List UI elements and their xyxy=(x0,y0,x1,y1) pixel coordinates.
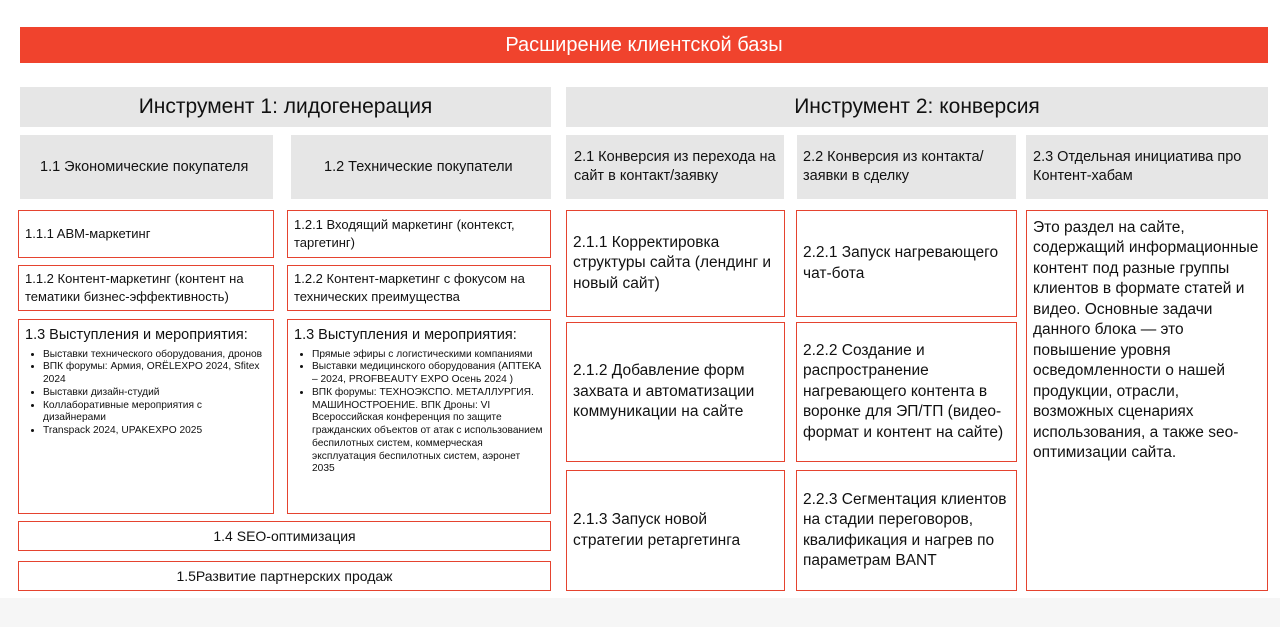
main-banner: Расширение клиентской базы xyxy=(20,27,1268,63)
tool2-category-2-1: 2.1 Конверсия из перехода на сайт в контакт/заявку xyxy=(566,135,784,199)
item-2-1-2: 2.1.2 Добавление форм захвата и автоматизации коммуникации на сайте xyxy=(566,322,785,462)
item-1-1-2: 1.1.2 Контент-маркетинг (контент на тематики бизнес-эффективность) xyxy=(18,265,274,311)
list-item: • Выставки дизайн-студий xyxy=(43,387,267,400)
tool2-title: Инструмент 2: конверсия xyxy=(566,87,1268,127)
list-item: • Выставки технического оборудования, дронов xyxy=(43,349,267,362)
tool1-category-economic: 1.1 Экономические покупателя xyxy=(20,135,273,199)
item-1-2-1: 1.2.1 Входящий маркетинг (контекст, таргетинг) xyxy=(287,210,551,258)
list-item: • Выставки медицинского оборудования (АПТЕКА – 2024, PROFBEAUTY EXPO Осень 2024 ) xyxy=(312,361,544,387)
events-economic-title: 1.3 Выступления и мероприятия: xyxy=(25,327,248,343)
item-1-1-1: 1.1.1 ABM-маркетинг xyxy=(18,210,274,258)
list-item: • ВПК форумы: ТЕХНОЭКСПО. МЕТАЛЛУРГИЯ. МАШИНОСТРОЕНИЕ. ВПК Дроны: VI Всероссийская конференция по защите гражданских объектов от атак с использованием беспилотных систем, коммерческая эксплуатация беспилотных систем, аэронет 2035 xyxy=(312,387,544,476)
events-economic xyxy=(18,319,274,514)
item-2-1-3: 2.1.3 Запуск новой стратегии ретаргетинга xyxy=(566,470,785,591)
item-1-5-partners: 1.5Развитие партнерских продаж xyxy=(18,561,551,591)
item-1-4-seo: 1.4 SEO-оптимизация xyxy=(18,521,551,551)
content-hub-description: Это раздел на сайте, содержащий информационные контент под разные группы клиентов в формате статей и видео. Основные задачи данного блока — это повышение уровня осведомленности о нашей продукции, отрасли, возможных сценариях использования, а также seo-оптимизации сайта. xyxy=(1026,210,1268,591)
tool2-category-2-3: 2.3 Отдельная инициатива про Контент-хабам xyxy=(1026,135,1268,199)
list-item: • Коллаборативные мероприятия с дизайнерами xyxy=(43,400,267,426)
item-2-2-1: 2.2.1 Запуск нагревающего чат-бота xyxy=(796,210,1017,317)
events-technical xyxy=(287,319,551,514)
item-2-1-1: 2.1.1 Корректировка структуры сайта (лендинг и новый сайт) xyxy=(566,210,785,317)
list-item: • ВПК форумы: Армия, ORЁLEXPO 2024, Sfitex 2024 xyxy=(43,361,267,387)
events-economic-list xyxy=(25,349,267,438)
tool1-title: Инструмент 1: лидогенерация xyxy=(20,87,551,127)
item-2-2-2: 2.2.2 Создание и распространение нагревающего контента в воронке для ЭП/ТП (видео-формат и контент на сайте) xyxy=(796,322,1017,462)
events-technical-list xyxy=(294,349,544,477)
list-item: • Прямые эфиры с логистическими компаниями xyxy=(312,349,544,362)
bottom-strip xyxy=(0,598,1280,627)
item-1-2-2: 1.2.2 Контент-маркетинг с фокусом на технических преимущества xyxy=(287,265,551,311)
tool2-category-2-2: 2.2 Конверсия из контакта/заявки в сделку xyxy=(797,135,1016,199)
list-item: • Transpack 2024, UPAKEXPO 2025 xyxy=(43,425,267,438)
tool1-category-technical: 1.2 Технические покупатели xyxy=(291,135,551,199)
events-technical-title: 1.3 Выступления и мероприятия: xyxy=(294,327,517,343)
item-2-2-3: 2.2.3 Сегментация клиентов на стадии переговоров, квалификация и нагрев по параметрам BANT xyxy=(796,470,1017,591)
